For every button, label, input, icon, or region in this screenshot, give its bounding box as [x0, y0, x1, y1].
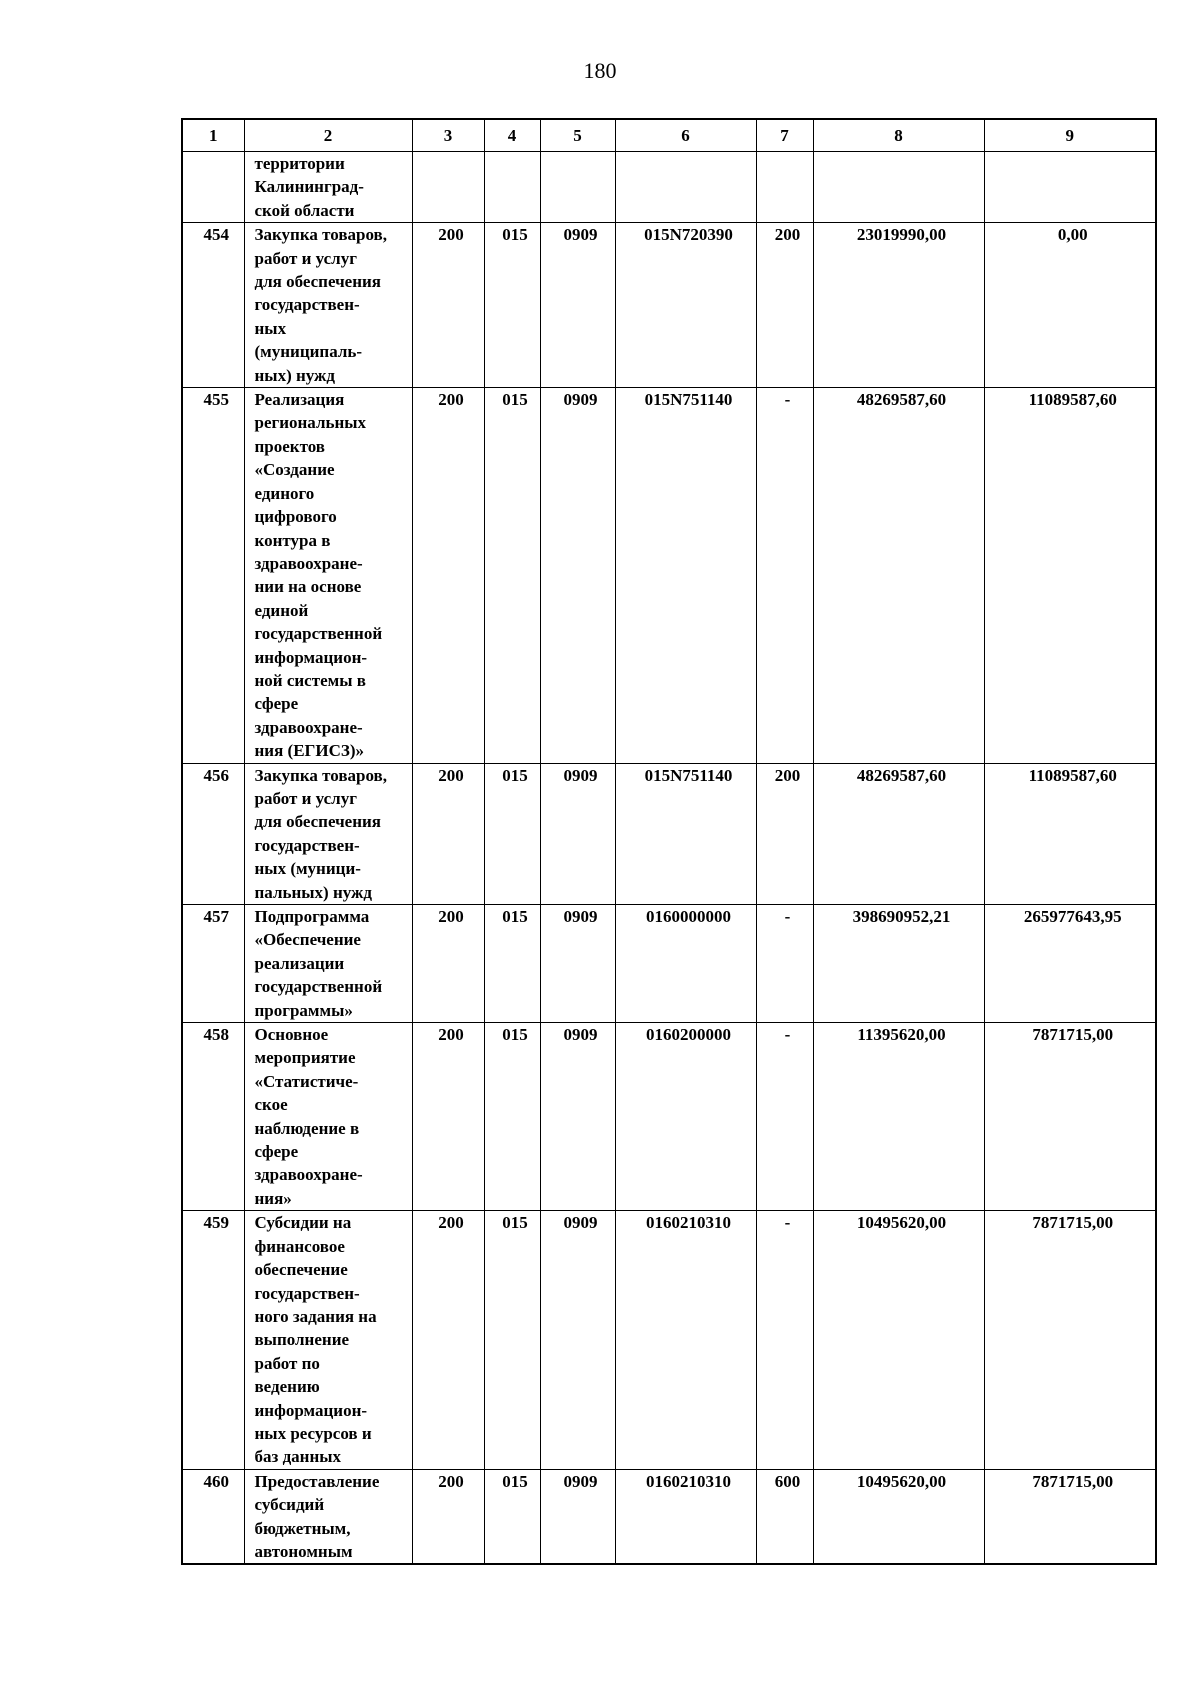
col6-cell: 0160200000 [615, 1023, 756, 1211]
header-cell: 4 [484, 119, 540, 152]
amount-col9 [984, 152, 1156, 223]
header-cell: 2 [244, 119, 412, 152]
col6-cell: 0160210310 [615, 1469, 756, 1564]
col4-cell [484, 152, 540, 223]
table-row [182, 152, 1156, 223]
table-row [182, 763, 1156, 904]
col3-cell: 200 [412, 223, 484, 388]
col5-cell: 0909 [540, 905, 615, 1023]
amount-col9: 11089587,60 [984, 388, 1156, 764]
col7-cell: 600 [756, 1469, 813, 1564]
page-number: 180 [583, 58, 617, 83]
row-name: Субсидии на финансовое обеспечение государствен- ного задания на выполнение работ по ведению информацион- ных ресурсов и баз данных [244, 1211, 412, 1469]
row-name: Предоставление субсидий бюджетным, автономным [244, 1469, 412, 1564]
row-name: Закупка товаров, работ и услуг для обеспечения государствен- ных (муници- пальных) нужд [244, 763, 412, 904]
header-cell: 1 [182, 119, 244, 152]
row-name: Подпрограмма «Обеспечение реализации государственной программы» [244, 905, 412, 1023]
col6-cell: 015N720390 [615, 223, 756, 388]
col7-cell: 200 [756, 763, 813, 904]
col3-cell: 200 [412, 1211, 484, 1469]
col5-cell [540, 152, 615, 223]
amount-col8: 48269587,60 [813, 388, 984, 764]
budget-table [181, 118, 1157, 1565]
col7-cell: 200 [756, 223, 813, 388]
amount-col9: 0,00 [984, 223, 1156, 388]
amount-col8: 10495620,00 [813, 1211, 984, 1469]
col5-cell: 0909 [540, 223, 615, 388]
row-number: 460 [182, 1469, 244, 1564]
table-row [182, 1211, 1156, 1469]
col4-cell: 015 [484, 905, 540, 1023]
header-cell: 9 [984, 119, 1156, 152]
amount-col9: 7871715,00 [984, 1211, 1156, 1469]
header-cell: 3 [412, 119, 484, 152]
col6-cell: 015N751140 [615, 388, 756, 764]
col6-cell: 0160210310 [615, 1211, 756, 1469]
table-row [182, 1023, 1156, 1211]
col6-cell: 0160000000 [615, 905, 756, 1023]
row-number: 455 [182, 388, 244, 764]
header-cell: 5 [540, 119, 615, 152]
row-name: Реализация региональных проектов «Создание единого цифрового контура в здравоохране- нии на основе единой государственной информацион- ной системы в сфере здравоохране- ния (ЕГИСЗ)» [244, 388, 412, 764]
amount-col8 [813, 152, 984, 223]
col4-cell: 015 [484, 223, 540, 388]
row-number: 459 [182, 1211, 244, 1469]
col7-cell: - [756, 388, 813, 764]
col5-cell: 0909 [540, 1211, 615, 1469]
col3-cell: 200 [412, 905, 484, 1023]
amount-col8: 23019990,00 [813, 223, 984, 388]
col3-cell: 200 [412, 1469, 484, 1564]
col7-cell: - [756, 905, 813, 1023]
col4-cell: 015 [484, 1023, 540, 1211]
amount-col8: 11395620,00 [813, 1023, 984, 1211]
col5-cell: 0909 [540, 763, 615, 904]
amount-col8: 398690952,21 [813, 905, 984, 1023]
amount-col8: 48269587,60 [813, 763, 984, 904]
col4-cell: 015 [484, 1469, 540, 1564]
col3-cell: 200 [412, 388, 484, 764]
header-cell: 6 [615, 119, 756, 152]
row-name: территории Калининград- ской области [244, 152, 412, 223]
col5-cell: 0909 [540, 388, 615, 764]
row-number: 457 [182, 905, 244, 1023]
table-row [182, 223, 1156, 388]
col5-cell: 0909 [540, 1023, 615, 1211]
amount-col9: 7871715,00 [984, 1023, 1156, 1211]
header-cell: 8 [813, 119, 984, 152]
col3-cell: 200 [412, 763, 484, 904]
table-row [182, 905, 1156, 1023]
row-number [182, 152, 244, 223]
row-number: 454 [182, 223, 244, 388]
col4-cell: 015 [484, 388, 540, 764]
col5-cell: 0909 [540, 1469, 615, 1564]
header-cell: 7 [756, 119, 813, 152]
amount-col8: 10495620,00 [813, 1469, 984, 1564]
row-number: 458 [182, 1023, 244, 1211]
row-number: 456 [182, 763, 244, 904]
col7-cell: - [756, 1023, 813, 1211]
table-row [182, 388, 1156, 764]
col4-cell: 015 [484, 763, 540, 904]
col3-cell [412, 152, 484, 223]
col6-cell [615, 152, 756, 223]
row-name: Закупка товаров, работ и услуг для обеспечения государствен- ных (муниципаль- ных) нужд [244, 223, 412, 388]
col3-cell: 200 [412, 1023, 484, 1211]
table-row [182, 1469, 1156, 1564]
row-name: Основное мероприятие «Статистиче- ское наблюдение в сфере здравоохране- ния» [244, 1023, 412, 1211]
col7-cell [756, 152, 813, 223]
col6-cell: 015N751140 [615, 763, 756, 904]
col7-cell: - [756, 1211, 813, 1469]
amount-col9: 265977643,95 [984, 905, 1156, 1023]
header-row [182, 119, 1156, 152]
amount-col9: 7871715,00 [984, 1469, 1156, 1564]
col4-cell: 015 [484, 1211, 540, 1469]
amount-col9: 11089587,60 [984, 763, 1156, 904]
